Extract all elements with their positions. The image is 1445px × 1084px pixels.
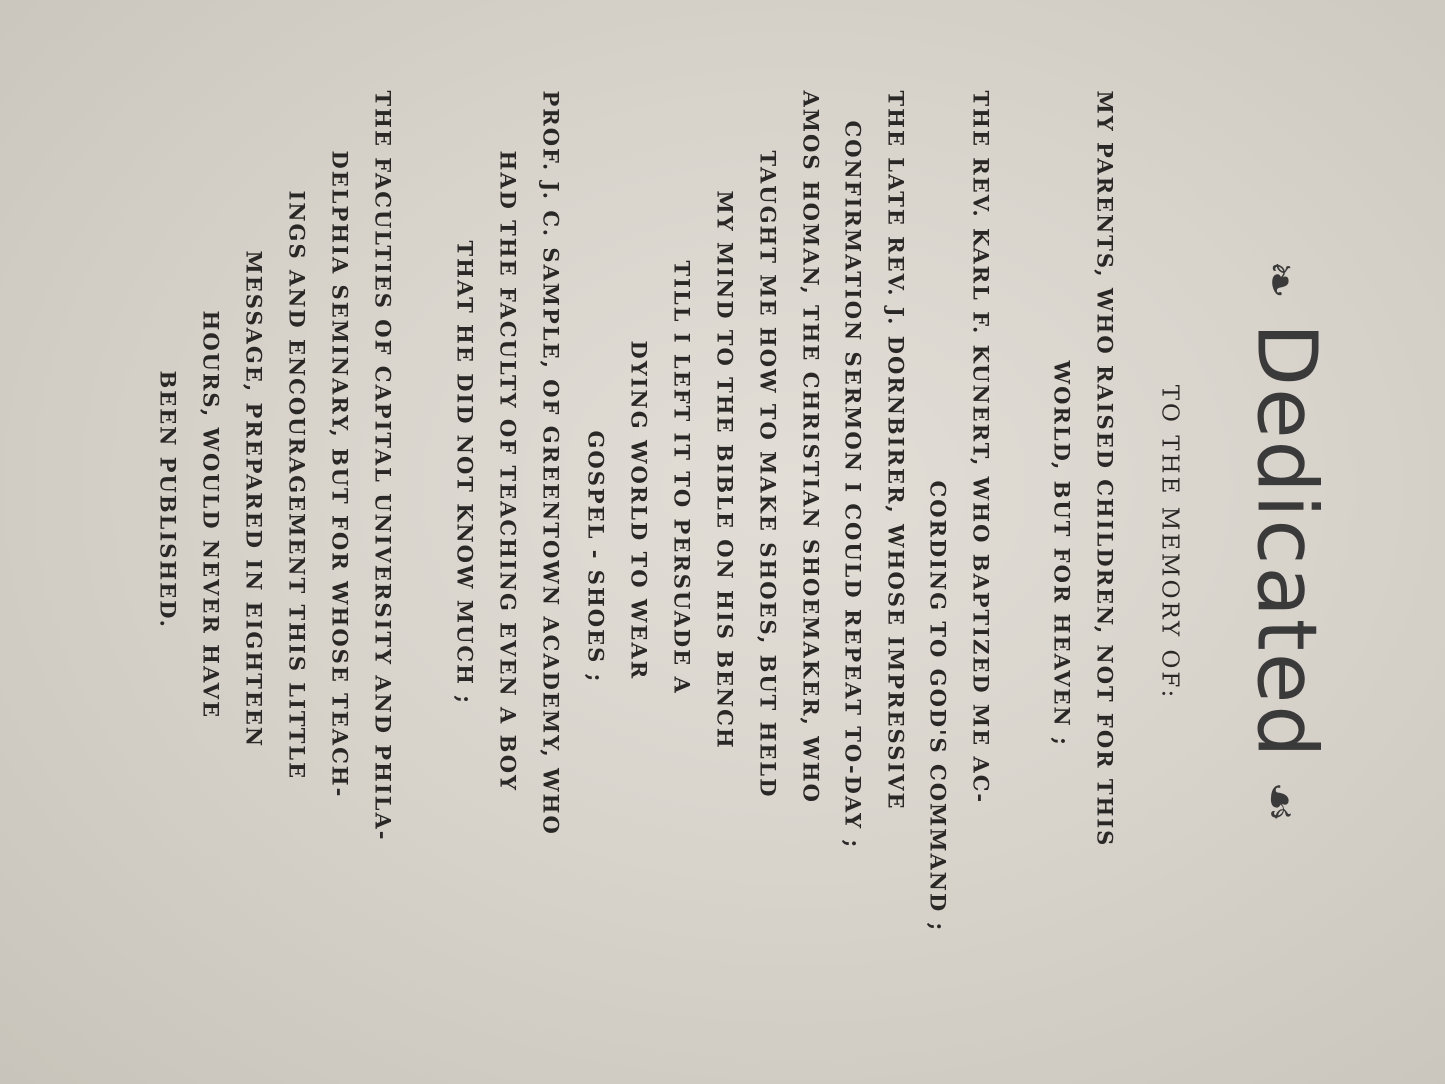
text-line: TILL I LEFT IT TO PERSUADE A (669, 260, 695, 695)
text-line: HOURS, WOULD NEVER HAVE (198, 310, 224, 720)
text-line: INGS AND ENCOURAGEMENT THIS LITTLE (284, 190, 310, 781)
ornament-left-icon: ❧ (1253, 260, 1308, 301)
text-line: THE FACULTIES OF CAPITAL UNIVERSITY AND PHILA- (370, 90, 396, 842)
text-line: DYING WORLD TO WEAR (626, 340, 652, 681)
text-line: PROF. J. C. SAMPLE, OF GREENTOWN ACADEMY, WHO (538, 90, 564, 836)
dedication-sheet (0, 1, 1445, 1084)
dedication-homan (575, 91, 833, 931)
text-line: MY PARENTS, WHO RAISED CHILDREN, NOT FOR THIS (1092, 90, 1118, 848)
text-line: DELPHIA SEMINARY, BUT FOR WHOSE TEACH- (327, 150, 353, 799)
text-line: GOSPEL - SHOES ; (583, 430, 609, 684)
heading-title: Dedicated (1238, 322, 1334, 760)
dedication-dornbirer (832, 91, 918, 931)
text-line: WORLD, BUT FOR HEAVEN ; (1049, 360, 1075, 747)
text-line: HAD THE FACULTY OF TEACHING EVEN A BOY (495, 150, 521, 793)
text-line: THE LATE REV. J. DORNBIRER, WHOSE IMPRESSIVE (883, 90, 909, 811)
text-line: CONFIRMATION SERMON I COULD REPEAT TO-DAY ; (840, 120, 866, 850)
text-line: BEEN PUBLISHED. (155, 370, 181, 629)
dedication-kunert (917, 91, 1003, 931)
ornament-right-icon: ☙ (1253, 781, 1308, 825)
text-line: THE REV. KARL F. KUNERT, WHO BAPTIZED ME AC- (968, 90, 994, 805)
dedication-sample (444, 91, 573, 931)
page-heading (1238, 1, 1334, 1084)
dedication-parents (1041, 91, 1127, 931)
text-line: AMOS HOMAN, THE CHRISTIAN SHOEMAKER, WHO (798, 90, 824, 804)
text-line: TAUGHT ME HOW TO MAKE SHOES, BUT HELD (755, 150, 781, 799)
text-line: MY MIND TO THE BIBLE ON HIS BENCH (712, 190, 738, 750)
dedication-faculties (147, 91, 405, 931)
text-line: CORDING TO GOD'S COMMAND ; (925, 480, 951, 933)
text-line: MESSAGE, PREPARED IN EIGHTEEN (241, 250, 267, 749)
subheading: TO THE MEMORY OF: (1156, 384, 1183, 701)
text-line: THAT HE DID NOT KNOW MUCH ; (452, 240, 478, 706)
